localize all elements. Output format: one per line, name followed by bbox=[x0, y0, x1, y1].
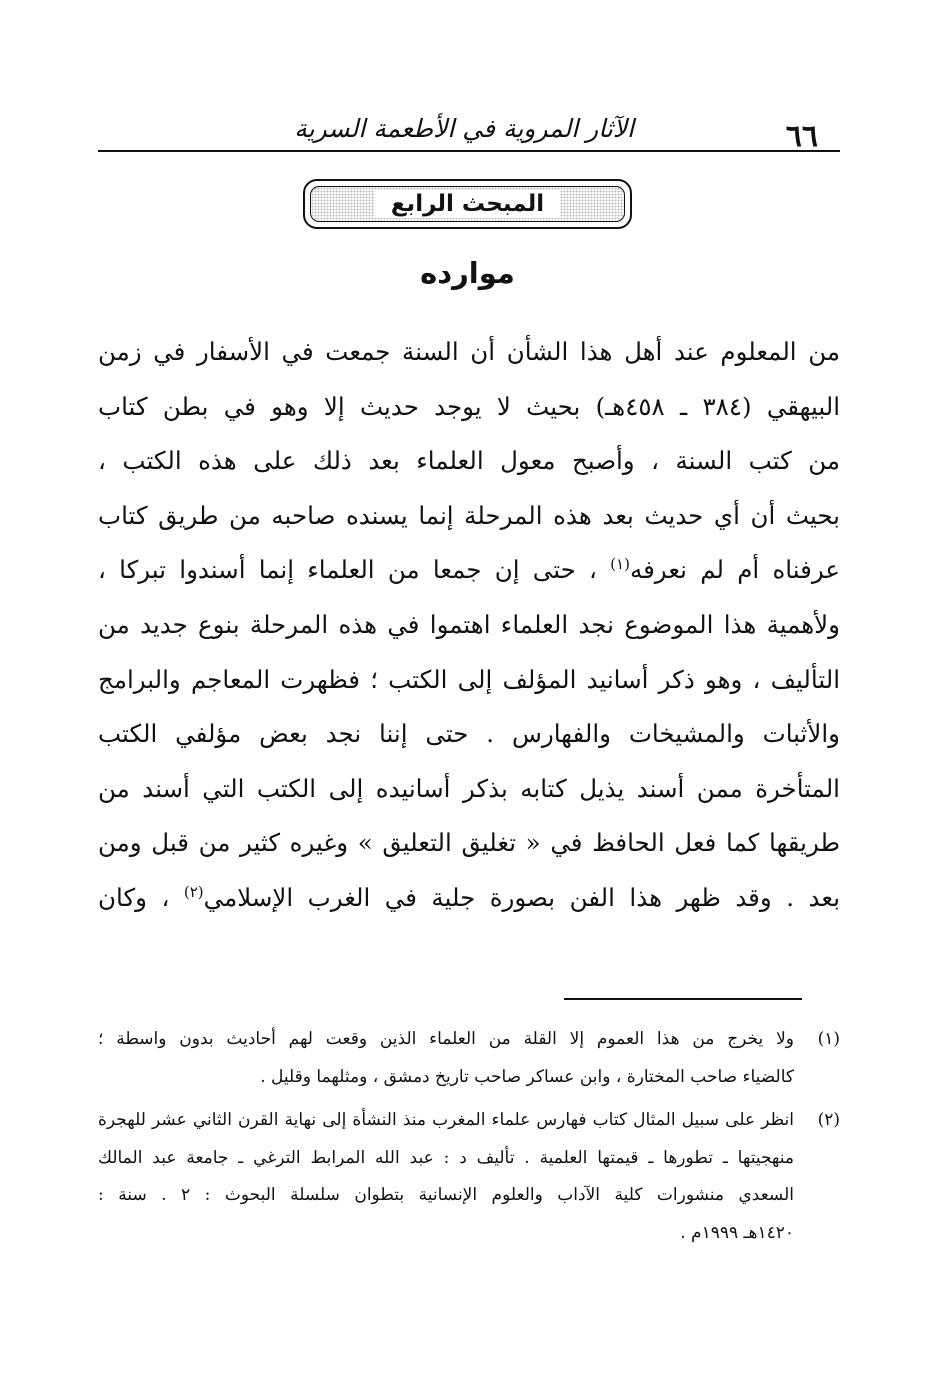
running-header bbox=[98, 100, 840, 152]
text-line: المتأخرة ممن أسند يذيل كتابه بذكر أسانيده إلى الكتب التي أسند من bbox=[98, 773, 840, 803]
footnote-2 bbox=[98, 1101, 840, 1251]
footnote-separator bbox=[564, 998, 802, 1000]
section-title: المبحث الرابع bbox=[375, 190, 560, 218]
footnote-marker: (١) bbox=[817, 1029, 840, 1049]
text-line: التأليف ، وهو ذكر أسانيد المؤلف إلى الكتب ؛ فظهرت المعاجم والبرامج bbox=[98, 664, 840, 694]
main-text bbox=[98, 325, 840, 926]
text-line bbox=[98, 543, 840, 598]
section-title-box bbox=[303, 179, 632, 229]
text-line: والأثبات والمشيخات والفهارس . حتى إننا نجد بعض مؤلفي الكتب bbox=[98, 719, 840, 749]
footnote-line: كالضياء صاحب المختارة ، وابن عساكر صاحب تاريخ دمشق ، ومثلهما وقليل . bbox=[260, 1066, 794, 1087]
footnotes bbox=[98, 1020, 840, 1252]
running-title: الآثار المروية في الأطعمة السرية bbox=[294, 114, 634, 143]
text-line: من كتب السنة ، وأصبح معول العلماء بعد ذلك على هذه الكتب ، bbox=[98, 446, 840, 476]
footnote-body bbox=[98, 1101, 794, 1251]
section-title-frame bbox=[310, 186, 625, 222]
text-span: ، حتى إن جمعا من العلماء إنما أسندوا تبركا ، bbox=[98, 555, 611, 585]
footnote-ref-1: (١) bbox=[610, 555, 630, 574]
page-number: ٦٦ bbox=[785, 119, 818, 154]
text-span: عرفناه أم لم نعرفه bbox=[629, 555, 840, 585]
text-line: البيهقي (٣٨٤ ـ ٤٥٨هـ) بحيث لا يوجد حديث إلا وهو في بطن كتاب bbox=[98, 391, 840, 421]
footnote-body bbox=[98, 1020, 794, 1095]
footnote-line: منهجيتها ـ تطورها ـ قيمتها العلمية . تأليف د : عبد الله المرابط الترغي ـ جامعة عبد المالك bbox=[98, 1147, 794, 1168]
footnote-line: السعدي منشورات كلية الآداب والعلوم الإنسانية بتطوان سلسلة البحوث : ٢ . سنة : bbox=[98, 1185, 794, 1206]
footnote-line: انظر على سبيل المثال كتاب فهارس علماء المغرب منذ النشأة إلى نهاية القرن الثاني عشر للهجرة bbox=[98, 1110, 794, 1131]
footnote-ref-2: (٢) bbox=[183, 882, 204, 901]
text-line bbox=[98, 871, 840, 926]
footnote-1 bbox=[98, 1020, 840, 1095]
text-line: طريقها كما فعل الحافظ في « تغليق التعليق » وغيره كثير من قبل ومن bbox=[98, 828, 840, 858]
footnote-marker: (٢) bbox=[817, 1110, 840, 1131]
header-rule bbox=[98, 150, 840, 152]
text-line: بحيث أن أي حديث بعد هذه المرحلة إنما يسنده صاحبه من طريق كتاب bbox=[98, 500, 840, 530]
text-line: من المعلوم عند أهل هذا الشأن أن السنة جمعت في الأسفار في زمن bbox=[98, 337, 840, 366]
footnote-line: ١٤٢٠هـ ١٩٩٩م . bbox=[680, 1222, 794, 1243]
text-line: ولأهمية هذا الموضوع نجد العلماء اهتموا في هذه المرحلة بنوع جديد من bbox=[98, 609, 840, 639]
chapter-heading: موارده bbox=[420, 256, 515, 290]
text-span: بعد . وقد ظهر هذا الفن بصورة جلية في الغرب الإسلامي bbox=[203, 882, 840, 912]
footnote-line: ولا يخرج من هذا العموم إلا القلة من العلماء الذين وقعت لهم أحاديث بدون واسطة ؛ bbox=[98, 1029, 794, 1049]
text-span: ، وكان bbox=[98, 882, 184, 912]
